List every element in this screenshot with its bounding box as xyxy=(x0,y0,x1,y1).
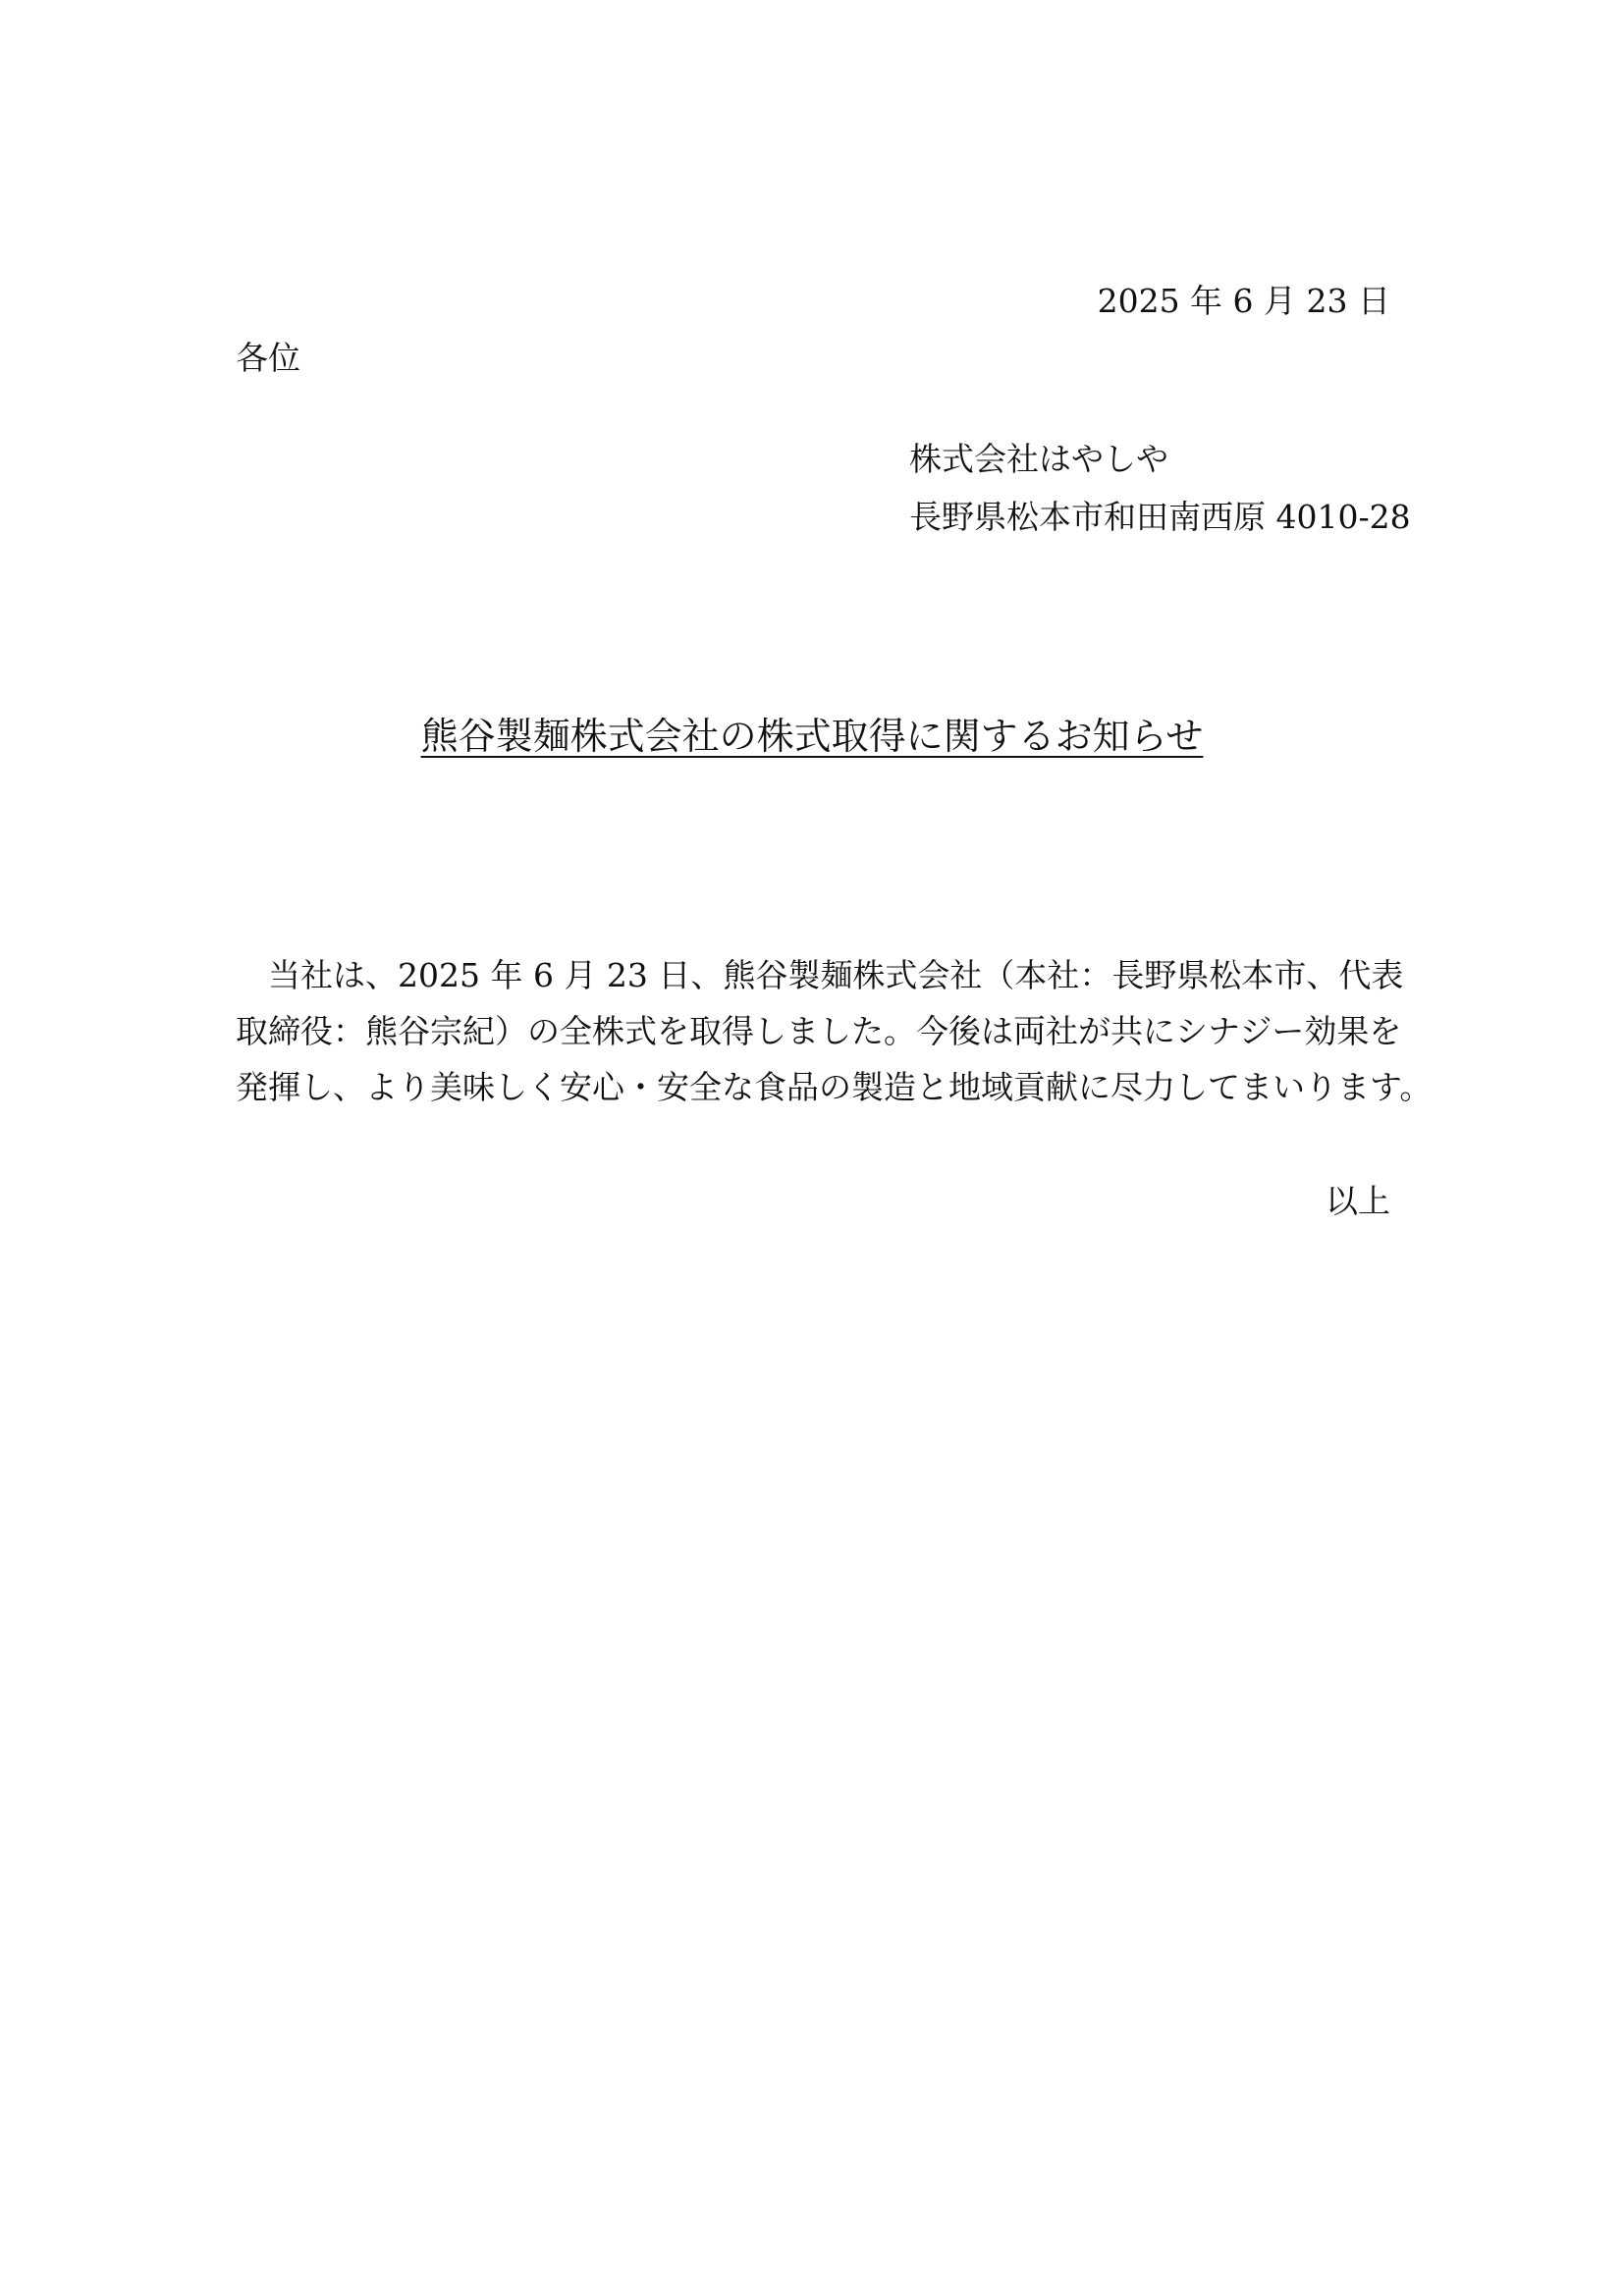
body-paragraph xyxy=(236,954,1433,1122)
document-title xyxy=(0,712,1624,761)
document-date: 2025 年 6 月 23 日 xyxy=(1097,282,1390,320)
sender-address: 長野県松本市和田南西原 4010-28 xyxy=(909,498,1411,536)
document-title-text: 熊谷製麺株式会社の株式取得に関するお知らせ xyxy=(420,715,1204,758)
sender-block xyxy=(909,438,1411,554)
body-line-3: 発揮し、より美味しく安心・安全な食品の製造と地域貢献に尽力してまいります。 xyxy=(236,1068,1433,1106)
closing-remark: 以上 xyxy=(1326,1182,1390,1220)
body-line-1: 当社は、2025 年 6 月 23 日、熊谷製麺株式会社（本社：長野県松本市、代表 xyxy=(236,956,1404,994)
recipient-salutation: 各位 xyxy=(236,339,300,377)
sender-company-name: 株式会社はやしや xyxy=(909,440,1168,478)
body-line-2: 取締役：熊谷宗紀）の全株式を取得しました。今後は両社が共にシナジー効果を xyxy=(236,1012,1402,1050)
